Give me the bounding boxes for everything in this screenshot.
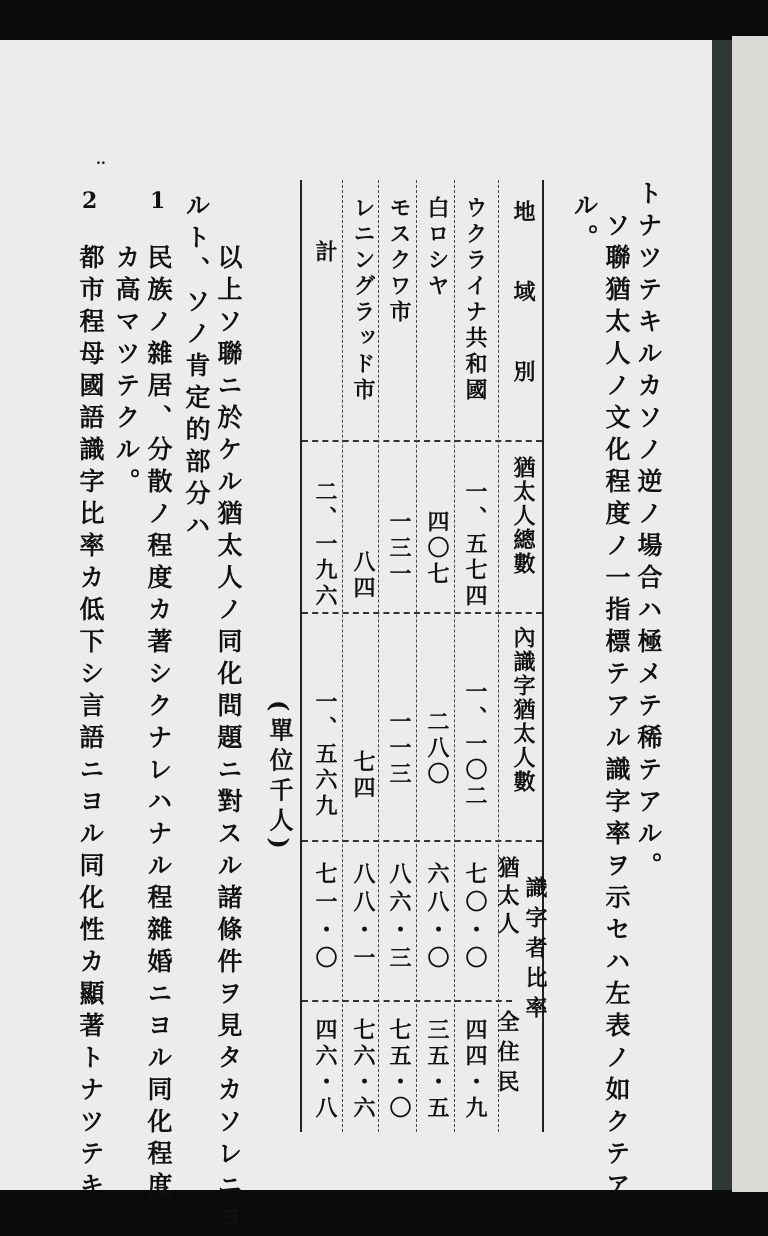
col-sep-2 — [454, 180, 455, 1132]
next-page-edge — [732, 36, 768, 1192]
text-line-2: ソ聯猶太人ノ文化程度ノ一指標テアル識字率ヲ示セハ左表ノ如クテア — [602, 212, 631, 1204]
header-total: 猶太人總數 — [510, 456, 536, 576]
header-ratio-group: 識字者比率 — [522, 876, 548, 1026]
table-divider-4 — [302, 1000, 512, 1002]
row-literate-4: 七四 — [350, 750, 376, 802]
row-literate-2: 二八〇 — [424, 710, 450, 788]
row-jews-1: 七〇・〇 — [462, 862, 488, 974]
row-literate-3: 一一三 — [386, 710, 412, 788]
row-all-2: 三五・五 — [424, 1018, 450, 1122]
row-jews-2: 六八・〇 — [424, 862, 450, 974]
row-total-5: 二、一九六 — [312, 480, 338, 610]
row-region-3: モスクワ市 — [386, 196, 412, 326]
table-unit: (單位千人) — [265, 700, 294, 855]
text-line-3: ル。 — [570, 192, 599, 256]
row-all-3: 七五・〇 — [386, 1018, 412, 1122]
header-literate: 內識字猶太人數 — [510, 626, 536, 794]
item-1-number: 1 — [150, 188, 166, 214]
row-jews-3: 八六・三 — [386, 862, 412, 974]
text-line-5: ルト、ソノ肯定的部分ハ — [182, 192, 211, 544]
header-all: 全住民 — [494, 1010, 520, 1100]
table-divider-2 — [302, 612, 542, 614]
item-1-line-2: カ高マツテクル。 — [112, 244, 141, 500]
literacy-table — [300, 180, 548, 1132]
item-1-line-1: 民族ノ雜居、分散ノ程度カ著シクナレハナル程雜婚ニヨル同化程度 — [144, 244, 173, 1204]
row-region-5: 計 — [312, 240, 338, 266]
row-region-2: 白ロシヤ — [424, 196, 450, 300]
row-total-2: 四〇七 — [424, 510, 450, 588]
text-line-4: 以上ソ聯ニ於ケル猶太人ノ同化問題ニ對スル諸條件ヲ見タカソレニヨ — [214, 244, 243, 1236]
header-region: 地域別 — [510, 200, 536, 440]
row-total-4: 八四 — [350, 550, 376, 602]
col-sep-3 — [416, 180, 417, 1132]
text-line-1: トナツテキルカソノ逆ノ場合ハ極メテ稀テアル。 — [634, 180, 663, 884]
table-divider-1 — [302, 440, 542, 442]
row-all-5: 四六・八 — [312, 1018, 338, 1122]
col-sep-1 — [498, 180, 499, 1132]
row-jews-5: 七一・〇 — [312, 862, 338, 974]
row-literate-5: 一、五六九 — [312, 690, 338, 820]
row-jews-4: 八八・一 — [350, 862, 376, 974]
item-2-line-1: 都市程母國語識字比率カ低下シ言語ニヨル同化性カ顯著トナツテキ — [76, 244, 105, 1204]
row-total-3: 一三一 — [386, 510, 412, 588]
row-all-1: 四四・九 — [462, 1018, 488, 1122]
page-edge — [712, 40, 732, 1190]
page-marker: .. — [96, 152, 106, 168]
header-jews: 猶太人 — [494, 856, 520, 940]
row-region-1: ウクライナ共和國 — [462, 196, 488, 404]
table-divider-3 — [302, 840, 542, 842]
item-2-number: 2 — [82, 188, 98, 214]
row-literate-1: 一、一〇二 — [462, 680, 488, 810]
row-region-4: レニングラッド市 — [350, 196, 376, 404]
row-all-4: 七六・六 — [350, 1018, 376, 1122]
col-sep-5 — [342, 180, 343, 1132]
row-total-1: 一、五七四 — [462, 480, 488, 610]
